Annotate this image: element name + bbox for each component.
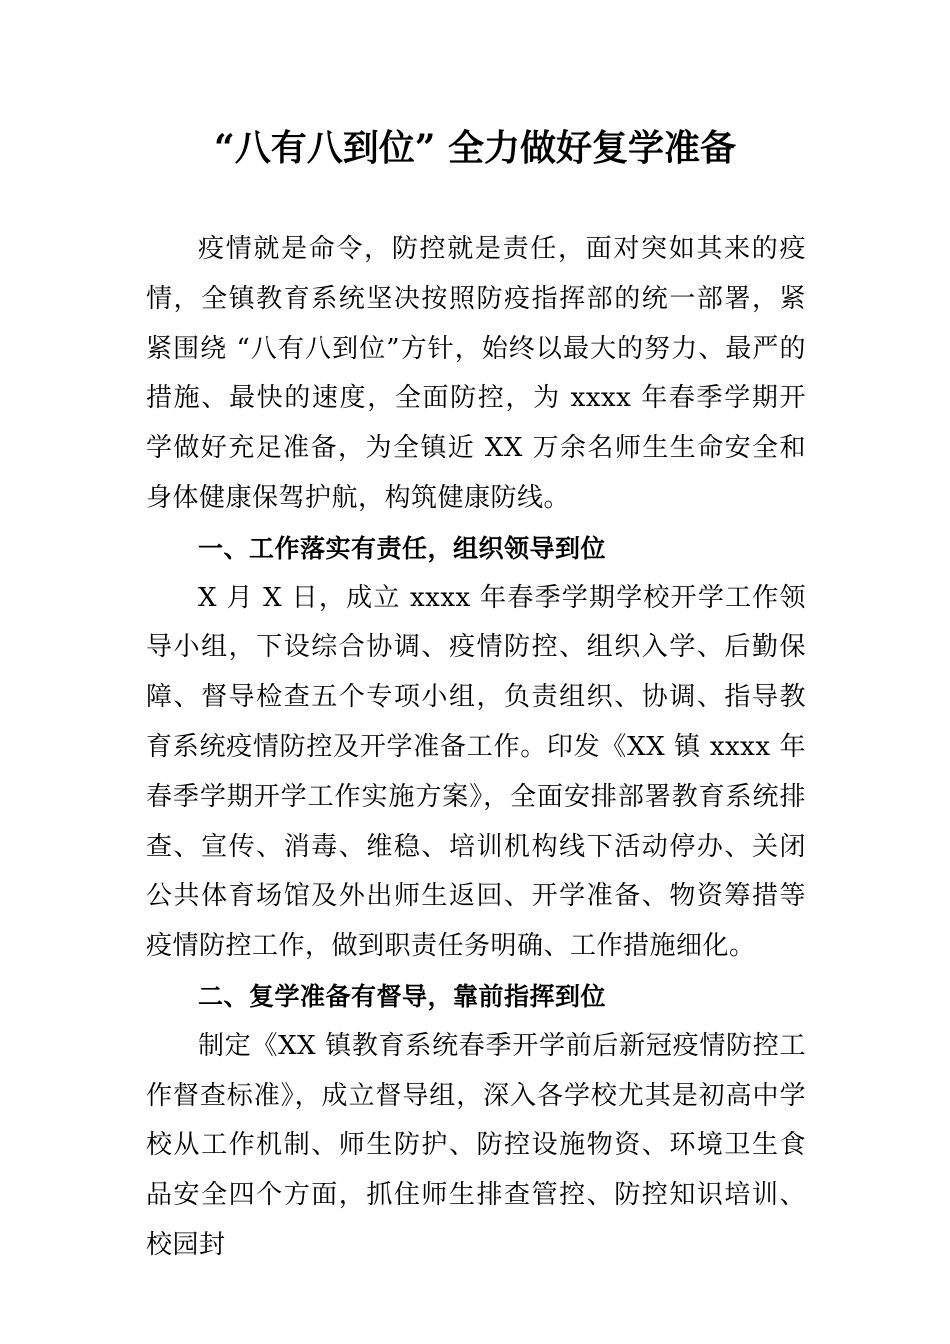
- section-2-paragraph: 制定《XX 镇教育系统春季开学前后新冠疫情防控工作督查标准》，成立督导组，深入各学校尤其是初高中学校从工作机制、师生防护、防控设施物资、环境卫生食品安全四个方面，抓住师生排查管控、防控知识培训、校园封: [146, 1030, 806, 1260]
- document-body: [146, 225, 806, 1271]
- document-title: “八有八到位” 全力做好复学准备: [214, 127, 736, 169]
- section-1-heading: 一、工作落实有责任，组织领导到位: [198, 533, 607, 563]
- intro-paragraph: 疫情就是命令，防控就是责任，面对突如其来的疫情，全镇教育系统坚决按照防疫指挥部的统一部署，紧紧围绕 “八有八到位”方针，始终以最大的努力、最严的措施、最快的速度，全面防控，为 xxxx 年春季学期开学做好充足准备，为全镇近 XX 万余名师生生命安全和身体健康保驾护航，构筑健康防线。: [146, 234, 806, 513]
- section-2-heading: 二、复学准备有督导，靠前指挥到位: [198, 981, 607, 1011]
- section-1-paragraph: X 月 X 日，成立 xxxx 年春季学期学校开学工作领导小组，下设综合协调、疫情防控、组织入学、后勤保障、督导检查五个专项小组，负责组织、协调、指导教育系统疫情防控及开学准备工作。印发《XX 镇 xxxx 年春季学期开学工作实施方案》，全面安排部署教育系统排查、宣传、消毒、维稳、培训机构线下活动停办、关闭公共体育场馆及外出师生返回、开学准备、物资筹措等疫情防控工作，做到职责任务明确、工作措施细化。: [146, 582, 806, 962]
